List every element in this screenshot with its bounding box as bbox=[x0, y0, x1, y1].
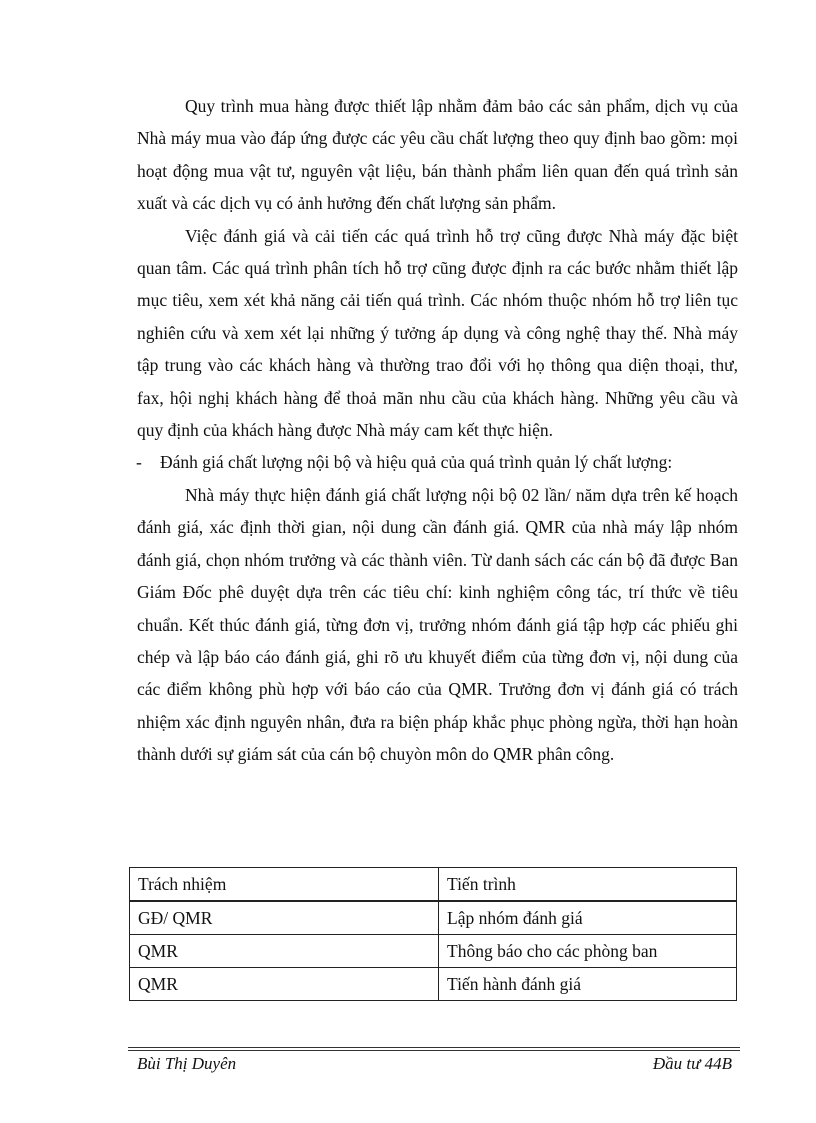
paragraph-internal-audit: Nhà máy thực hiện đánh giá chất lượng nội bộ 02 lần/ năm dựa trên kế hoạch đánh giá, xác định thời gian, nội dung cần đánh giá. QMR của nhà máy lập nhóm đánh giá, chọn nhóm trưởng và các thành viên. Từ danh sách các cán bộ đã được Ban Giám Đốc phê duyệt dựa trên các tiêu chí: kinh nghiệm công tác, trí thức về tiêu chuẩn. Kết thúc đánh giá, từng đơn vị, trưởng nhóm đánh giá tập hợp các phiếu ghi chép và lập báo cáo đánh giá, ghi rõ ưu khuyết điểm của từng đơn vị, nội dung của các điểm không phù hợp với báo cáo của QMR. Trưởng đơn vị đánh giá có trách nhiệm xác định nguyên nhân, đưa ra biện pháp khắc phục phòng ngừa, thời hạn hoàn thành dưới sự giám sát của cán bộ chuyòn môn do QMR phân công. bbox=[137, 484, 738, 765]
paragraph-purchasing: Quy trình mua hàng được thiết lập nhằm đảm bảo các sản phẩm, dịch vụ của Nhà máy mua vào đáp ứng được các yêu cầu chất lượng theo quy định bao gồm: mọi hoạt động mua vật tư, nguyên vật liệu, bán thành phẩm liên quan đến quá trình sản xuất và các dịch vụ có ảnh hưởng đến chất lượng sản phẩm. bbox=[137, 96, 738, 214]
paragraph-support-process: Việc đánh giá và cải tiến các quá trình hỗ trợ cũng được Nhà máy đặc biệt quan tâm. Các quá trình phân tích hỗ trợ cũng được định ra các bước nhằm thiết lập mục tiêu, xem xét khả năng cải tiến quá trình. Các nhóm thuộc nhóm hỗ trợ liên tục nghiên cứu và xem xét lại những ý tưởng áp dụng và công nghệ thay thế. Nhà máy tập trung vào các khách hàng và thường trao đổi với họ thông qua diện thoại, thư, fax, hội nghị khách hàng để thoả mãn nhu cầu của khách hàng. Những yêu cầu và quy định của khách hàng được Nhà máy cam kết thực hiện. bbox=[137, 225, 738, 441]
table-row bbox=[130, 935, 737, 968]
footer-course: Đầu tư 44B bbox=[652, 1054, 732, 1073]
bullet-heading: Đánh giá chất lượng nội bộ và hiệu quả của quá trình quản lý chất lượng: bbox=[160, 452, 673, 473]
table-cell-process: Tiến hành đánh giá bbox=[439, 968, 737, 1001]
table-header-row bbox=[130, 868, 737, 902]
table-cell-responsibility: QMR bbox=[130, 968, 439, 1001]
footer-rule-top bbox=[128, 1047, 740, 1048]
table-header-responsibility: Trách nhiệm bbox=[130, 868, 439, 902]
bullet-item bbox=[136, 446, 738, 478]
table-cell-responsibility: GĐ/ QMR bbox=[130, 901, 439, 935]
footer-rule-bottom bbox=[128, 1050, 740, 1051]
responsibility-table bbox=[129, 867, 737, 1001]
table-cell-process: Thông báo cho các phòng ban bbox=[439, 935, 737, 968]
footer-author: Bùi Thị Duyên bbox=[137, 1054, 237, 1073]
bullet-dash: - bbox=[136, 452, 142, 473]
table-header-process: Tiến trình bbox=[439, 868, 737, 902]
table-cell-process: Lập nhóm đánh giá bbox=[439, 901, 737, 935]
table-row bbox=[130, 901, 737, 935]
table-cell-responsibility: QMR bbox=[130, 935, 439, 968]
table-row bbox=[130, 968, 737, 1001]
body-text bbox=[137, 90, 738, 771]
